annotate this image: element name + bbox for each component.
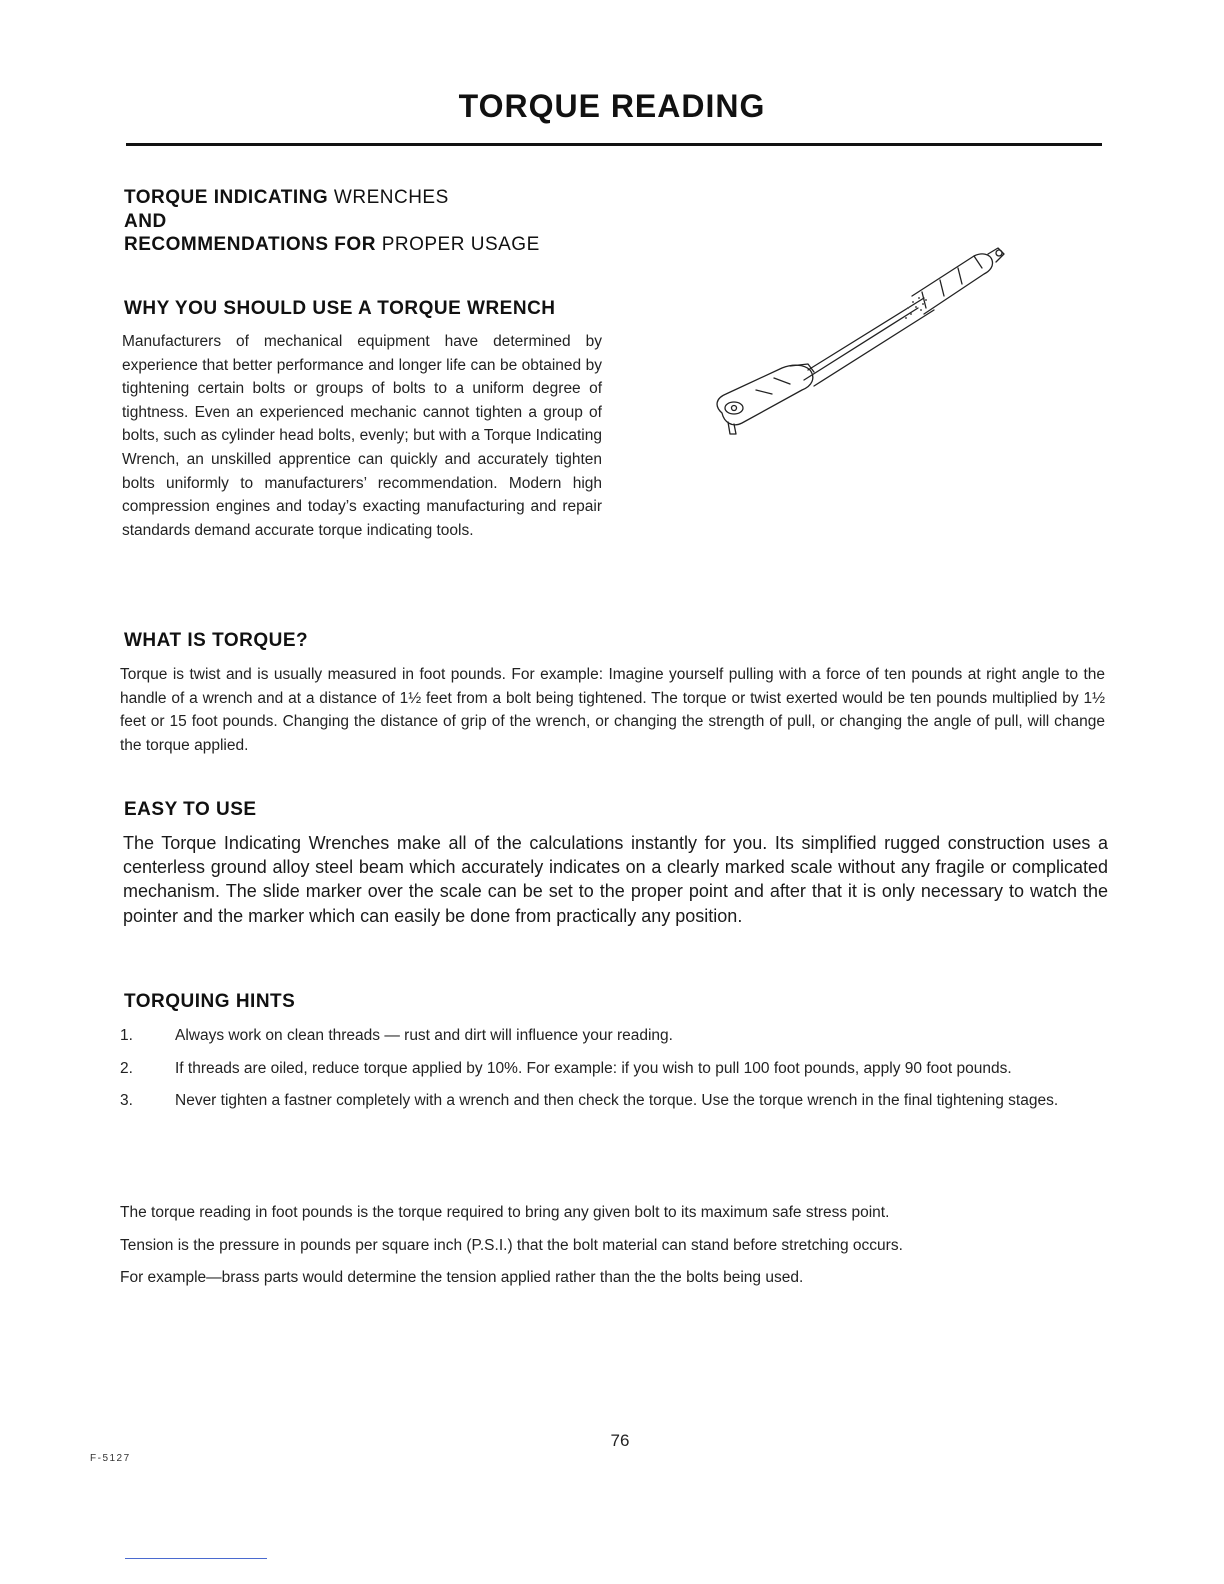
hint-text: Always work on clean threads — rust and dirt will influence your reading. — [175, 1027, 673, 1044]
hint-text: If threads are oiled, reduce torque applied by 10%. For example: if you wish to pull 100 foot pounds, apply 90 foot pounds. — [175, 1059, 1012, 1077]
hint-text: Never tighten a fastner completely with a wrench and then check the torque. Use the torque wrench in the final tightening stages. — [175, 1092, 1059, 1110]
hint-number: 2. — [120, 1059, 133, 1077]
what-heading: WHAT IS TORQUE? — [124, 630, 309, 651]
what-paragraph: Torque is twist and is usually measured in foot pounds. For example: Imagine yourself pulling with a force of ten pounds at right angle to the handle of a wrench and at a distance of 1½ feet from a bolt being tightened. The torque or twist exerted would be ten pounds multiplied by 1½ feet or 15 foot pounds. Changing the distance of grip of the wrench, or changing the strength of pull, or changing the angle of pull, will change the torque applied. — [120, 666, 1105, 754]
form-code: F-5127 — [90, 1453, 131, 1464]
hints-heading: TORQUING HINTS — [124, 991, 296, 1012]
closing-paragraph-3: For example—brass parts would determine the tension applied rather than the the bolts being used. — [120, 1269, 804, 1287]
closing-notes — [120, 1201, 1105, 1299]
hint-number: 3. — [120, 1092, 133, 1110]
bottom-rule — [125, 1558, 267, 1559]
why-paragraph: Manufacturers of mechanical equipment have determined by experience that better performance and longer life can be obtained by tightening certain bolts or groups of bolts to a uniform degree of tightness. Even an experienced mechanic cannot tighten a group of bolts, such as cylinder head bolts, evenly; but with a Torque Indicating Wrench, an unskilled apprentice can quickly and accurately tighten bolts uniformly to manufacturers’ recommendation. Modern high compression engines and today’s exacting manufacturing and repair standards demand accurate torque indicating tools. — [122, 333, 602, 539]
main-heading-line3-rest: PROPER USAGE — [375, 234, 540, 255]
main-heading-line2: AND — [124, 210, 167, 232]
title-rule — [126, 143, 1102, 146]
page-number: 76 — [610, 1431, 630, 1450]
hint-item-2 — [120, 1057, 1105, 1081]
easy-paragraph: The Torque Indicating Wrenches make all of the calculations instantly for you. Its simplified rugged construction uses a centerless ground alloy steel beam which accurately indicates on a clearly marked scale without any fragile or complicated mechanism. The slide marker over the scale can be set to the proper point and after that it is only necessary to watch the pointer and the marker which can easily be done from practically any position. — [123, 833, 1108, 926]
main-heading-line1-rest: WRENCHES — [328, 187, 449, 208]
easy-heading: EASY TO USE — [124, 799, 257, 820]
main-heading — [124, 186, 540, 257]
torque-wrench-icon — [712, 238, 1012, 443]
main-heading-line1-bold: TORQUE INDICATING — [124, 187, 329, 208]
hints-list — [120, 1024, 1105, 1122]
hint-item-1 — [120, 1024, 1105, 1048]
why-heading: WHY YOU SHOULD USE A TORQUE WRENCH — [124, 298, 556, 319]
closing-paragraph-1: The torque reading in foot pounds is the torque required to bring any given bolt to its maximum safe stress point. — [120, 1204, 890, 1221]
main-heading-line3-bold: RECOMMENDATIONS FOR — [124, 234, 376, 255]
hint-item-3 — [120, 1089, 1105, 1113]
closing-paragraph-2: Tension is the pressure in pounds per square inch (P.S.I.) that the bolt material can stand before stretching occurs. — [120, 1236, 903, 1254]
hint-number: 1. — [120, 1027, 133, 1044]
page-title: TORQUE READING — [458, 88, 766, 124]
